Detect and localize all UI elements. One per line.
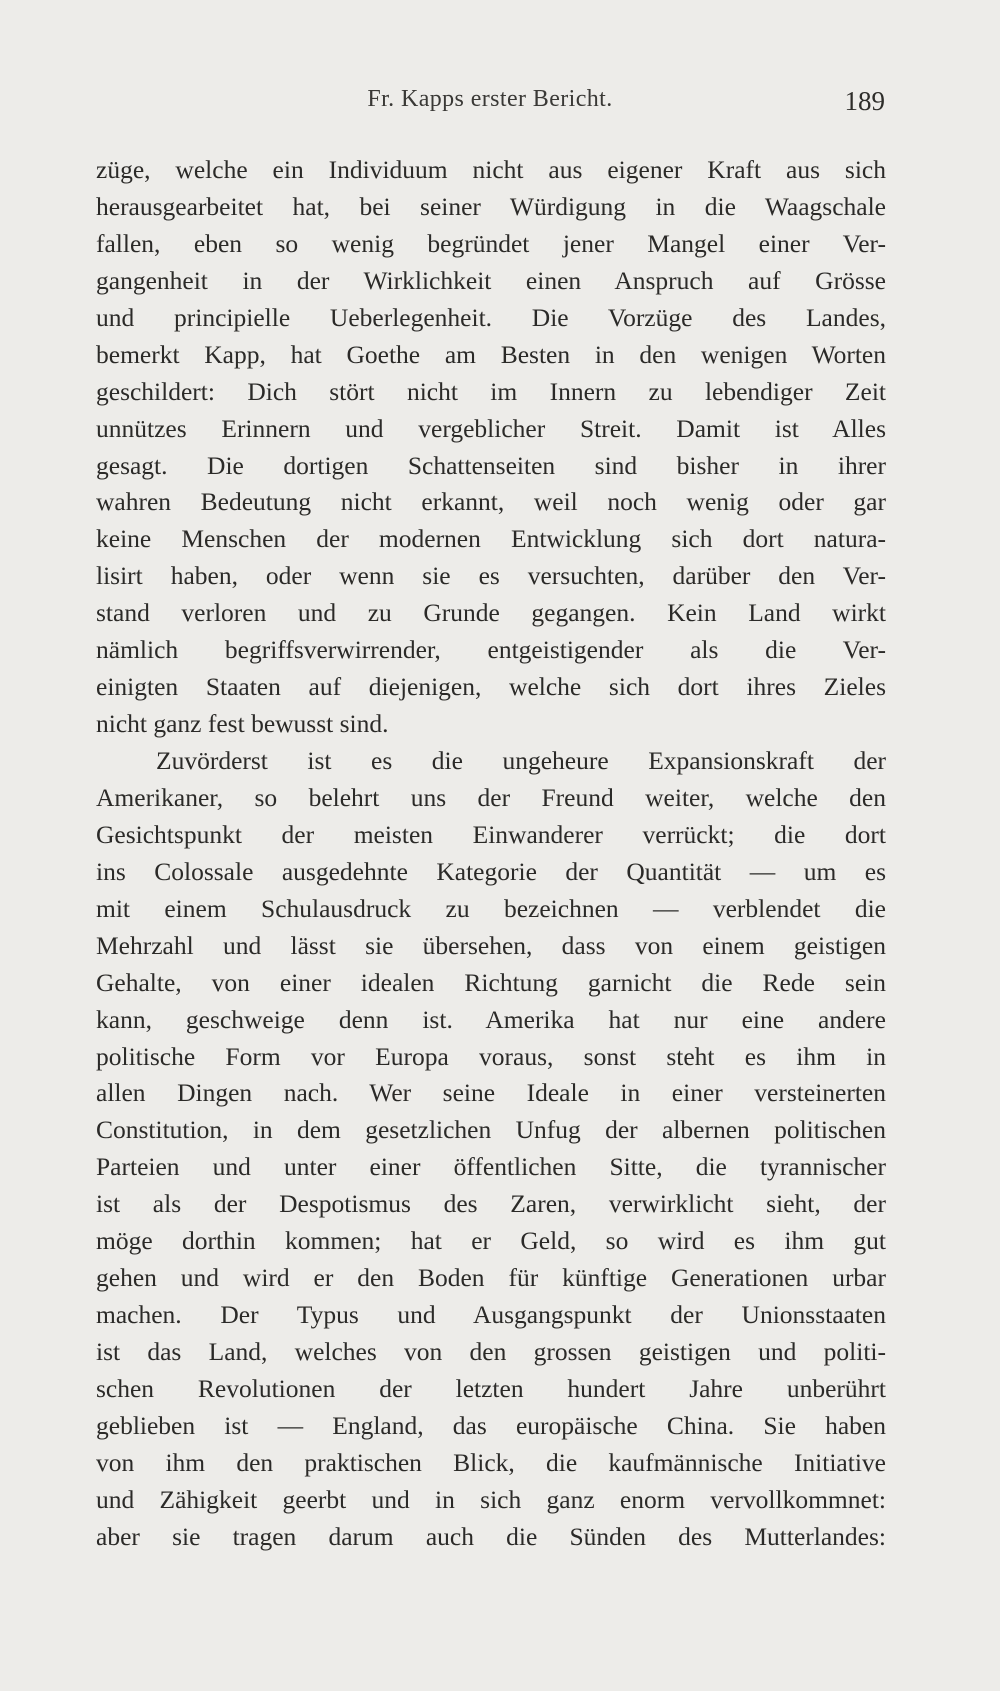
text-line: lisirt haben, oder wenn sie es versuchten, darüber den Ver- xyxy=(96,561,886,591)
text-line: fallen, eben so wenig begründet jener Mangel einer Ver- xyxy=(96,228,886,258)
text-line: herausgearbeitet hat, bei seiner Würdigung in die Waagschale xyxy=(96,191,886,221)
text-line: geschildert: Dich stört nicht im Innern zu lebendiger Zeit xyxy=(96,376,886,406)
text-line: Constitution, in dem gesetzlichen Unfug der albernen politischen xyxy=(96,1115,886,1145)
text-line: gangenheit in der Wirklichkeit einen Anspruch auf Grösse xyxy=(96,265,886,295)
text-line: gesagt. Die dortigen Schattenseiten sind bisher in ihrer xyxy=(96,450,886,480)
paragraph-start-line: Zuvörderst ist es die ungeheure Expansionskraft der xyxy=(156,746,886,775)
text-line: einigten Staaten auf diejenigen, welche sich dort ihres Zieles xyxy=(96,672,886,702)
text-line: und principielle Ueberlegenheit. Die Vorzüge des Landes, xyxy=(96,302,886,332)
text-line: Parteien und unter einer öffentlichen Sitte, die tyrannischer xyxy=(96,1152,886,1182)
paragraph-end-line: nicht ganz fest bewusst sind. xyxy=(96,709,389,739)
text-line: keine Menschen der modernen Entwicklung sich dort natura- xyxy=(96,524,886,554)
text-line: kann, geschweige denn ist. Amerika hat nur eine andere xyxy=(96,1004,886,1034)
text-line: von ihm den praktischen Blick, die kaufmännische Initiative xyxy=(96,1447,886,1477)
text-line: machen. Der Typus und Ausgangspunkt der Unionsstaaten xyxy=(96,1300,886,1330)
text-line: politische Form vor Europa voraus, sonst steht es ihm in xyxy=(96,1041,886,1071)
page-number: 189 xyxy=(844,86,885,116)
text-line: und Zähigkeit geerbt und in sich ganz enorm vervollkommnet: xyxy=(96,1484,886,1514)
body-text xyxy=(96,152,886,1556)
text-line: mit einem Schulausdruck zu bezeichnen — verblendet die xyxy=(96,893,886,923)
text-line: bemerkt Kapp, hat Goethe am Besten in den wenigen Worten xyxy=(96,339,886,369)
text-line: unnützes Erinnern und vergeblicher Streit. Damit ist Alles xyxy=(96,413,886,443)
text-line: allen Dingen nach. Wer seine Ideale in einer versteinerten xyxy=(96,1078,886,1108)
text-line: züge, welche ein Individuum nicht aus eigener Kraft aus sich xyxy=(96,155,886,184)
text-line: ist als der Despotismus des Zaren, verwirklicht sieht, der xyxy=(96,1189,886,1219)
text-line: ins Colossale ausgedehnte Kategorie der Quantität — um es xyxy=(96,856,886,886)
text-line: stand verloren und zu Grunde gegangen. Kein Land wirkt xyxy=(96,598,886,628)
text-line: aber sie tragen darum auch die Sünden des Mutterlandes: xyxy=(96,1521,886,1551)
text-line: Mehrzahl und lässt sie übersehen, dass von einem geistigen xyxy=(96,930,886,960)
running-head xyxy=(95,86,885,126)
text-line: gehen und wird er den Boden für künftige Generationen urbar xyxy=(96,1263,886,1293)
running-title: Fr. Kapps erster Bericht. xyxy=(367,86,613,112)
text-line: Gesichtspunkt der meisten Einwanderer verrückt; die dort xyxy=(96,819,886,849)
text-line: möge dorthin kommen; hat er Geld, so wird es ihm gut xyxy=(96,1226,886,1256)
text-line: geblieben ist — England, das europäische China. Sie haben xyxy=(96,1410,886,1440)
text-line: ist das Land, welches von den grossen geistigen und politi- xyxy=(96,1337,886,1366)
text-line: Amerikaner, so belehrt uns der Freund weiter, welche den xyxy=(96,782,886,812)
text-line: Gehalte, von einer idealen Richtung garnicht die Rede sein xyxy=(96,967,886,997)
text-line: schen Revolutionen der letzten hundert Jahre unberührt xyxy=(96,1373,886,1403)
text-line: wahren Bedeutung nicht erkannt, weil noch wenig oder gar xyxy=(96,487,886,517)
text-line: nämlich begriffsverwirrender, entgeistigender als die Ver- xyxy=(96,635,886,665)
